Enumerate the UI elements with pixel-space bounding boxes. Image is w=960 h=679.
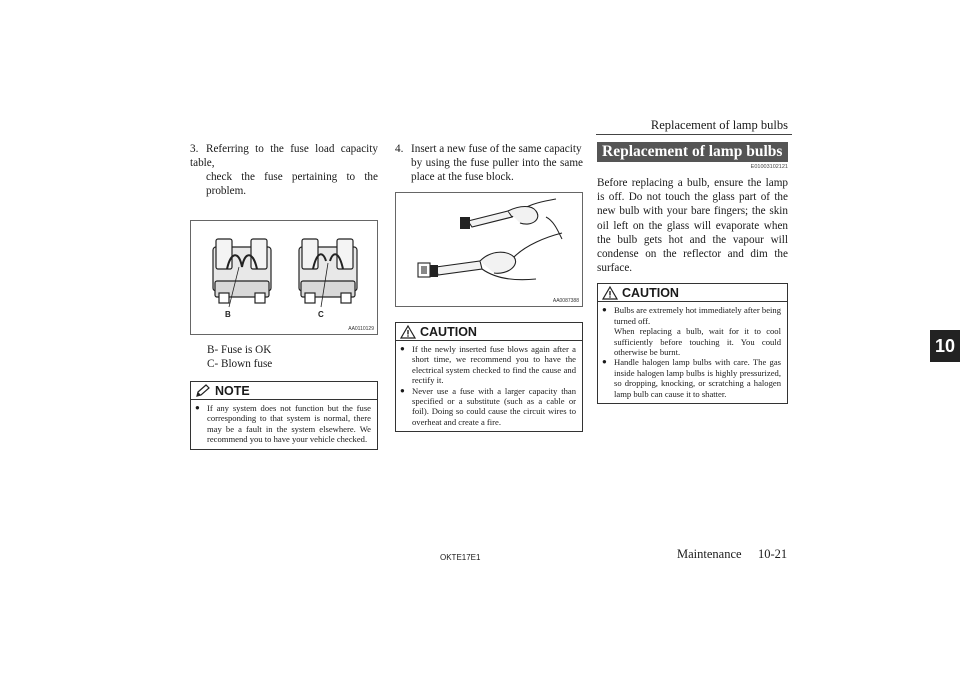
step-text-line2: check the fuse pertaining to the problem. [206, 171, 378, 197]
caution-title: CAUTION [622, 285, 679, 300]
caution-item [400, 344, 576, 386]
running-header: Replacement of lamp bulbs [650, 118, 788, 132]
note-box [190, 381, 378, 450]
note-item [195, 403, 371, 445]
caution-header [396, 323, 582, 341]
header-rule [596, 134, 792, 135]
caution-item [602, 357, 781, 399]
legend-blown-fuse: C- Blown fuse [207, 358, 273, 370]
caution-text: Bulbs are extremely hot immediately after being turned off. When replacing a bulb, wait for it to cool sufficiently before touching it. You could otherwise be burnt. [614, 305, 781, 358]
caution-item [400, 386, 576, 428]
bullet-icon: ● [400, 385, 405, 395]
step-4 [395, 142, 583, 184]
fuse-puller-illustration [396, 193, 582, 306]
column-left [190, 142, 378, 450]
caution-box [395, 322, 583, 432]
warning-triangle-icon [602, 286, 618, 300]
bullet-icon: ● [195, 403, 200, 412]
warning-triangle-icon [400, 325, 416, 339]
figure-id: AA0110129 [348, 326, 374, 332]
fuse-figure [190, 220, 378, 335]
step-text-rest: by using the fuse puller into the same place at the fuse block. [411, 157, 583, 183]
step-text-line1: Insert a new fuse of the same capacity [411, 143, 582, 155]
note-pencil-icon [195, 384, 211, 398]
section-code: E01003102121 [750, 164, 788, 170]
column-right [597, 142, 788, 404]
caution-text: If the newly inserted fuse blows again after a short time, we recommend you to have the electrical system checked to find the cause and rectify it. [412, 344, 576, 386]
caution-header [598, 284, 787, 302]
section-title: Replacement of lamp bulbs [597, 142, 788, 162]
caution-text: Never use a fuse with a larger capacity than specified or a substitute (such as a cable or foil). Doing so could cause the circuit wires to overheat and create a fire. [412, 385, 576, 427]
chapter-tab[interactable]: 10 [930, 330, 960, 362]
step-text-line1: Referring to the fuse load capacity table, [190, 143, 378, 169]
step-number: 3. [190, 143, 199, 155]
intro-paragraph: Before replacing a bulb, ensure the lamp is off. Do not touch the glass part of the new bulb with your bare fingers; the skin oil left on the glass will evaporate when the bulb gets hot and the vapour will condense on the reflector and dim the surface. [597, 177, 788, 275]
step-number: 4. [395, 143, 404, 155]
fuse-illustration [191, 221, 377, 334]
caution-box [597, 283, 788, 404]
callout-b: B [225, 310, 231, 319]
step-3 [190, 142, 378, 198]
legend-fuse-ok: B- Fuse is OK [207, 344, 272, 356]
bullet-icon: ● [602, 357, 607, 367]
page-number: 10-21 [758, 547, 788, 561]
note-title: NOTE [215, 383, 250, 398]
document-code: OKTE17E1 [440, 553, 481, 562]
footer-section: Maintenance [677, 547, 742, 561]
callout-c: C [318, 310, 324, 319]
caution-item [602, 305, 781, 357]
bullet-icon: ● [602, 305, 607, 315]
caution-text: Handle halogen lamp bulbs with care. The gas inside halogen lamp bulbs is highly pressurized, so dropping, knocking, or scratching a halogen lamp bulb can cause it to shatter. [614, 357, 781, 399]
fuse-puller-figure [395, 192, 583, 307]
column-middle [395, 142, 583, 432]
caution-title: CAUTION [420, 324, 477, 339]
note-header [191, 382, 377, 400]
note-text: If any system does not function but the fuse corresponding to that system is normal, there may be a fault in the system elsewhere. We recommend you to have your vehicle checked. [207, 403, 371, 445]
figure-id: AA0087388 [552, 298, 579, 304]
bullet-icon: ● [400, 344, 405, 353]
